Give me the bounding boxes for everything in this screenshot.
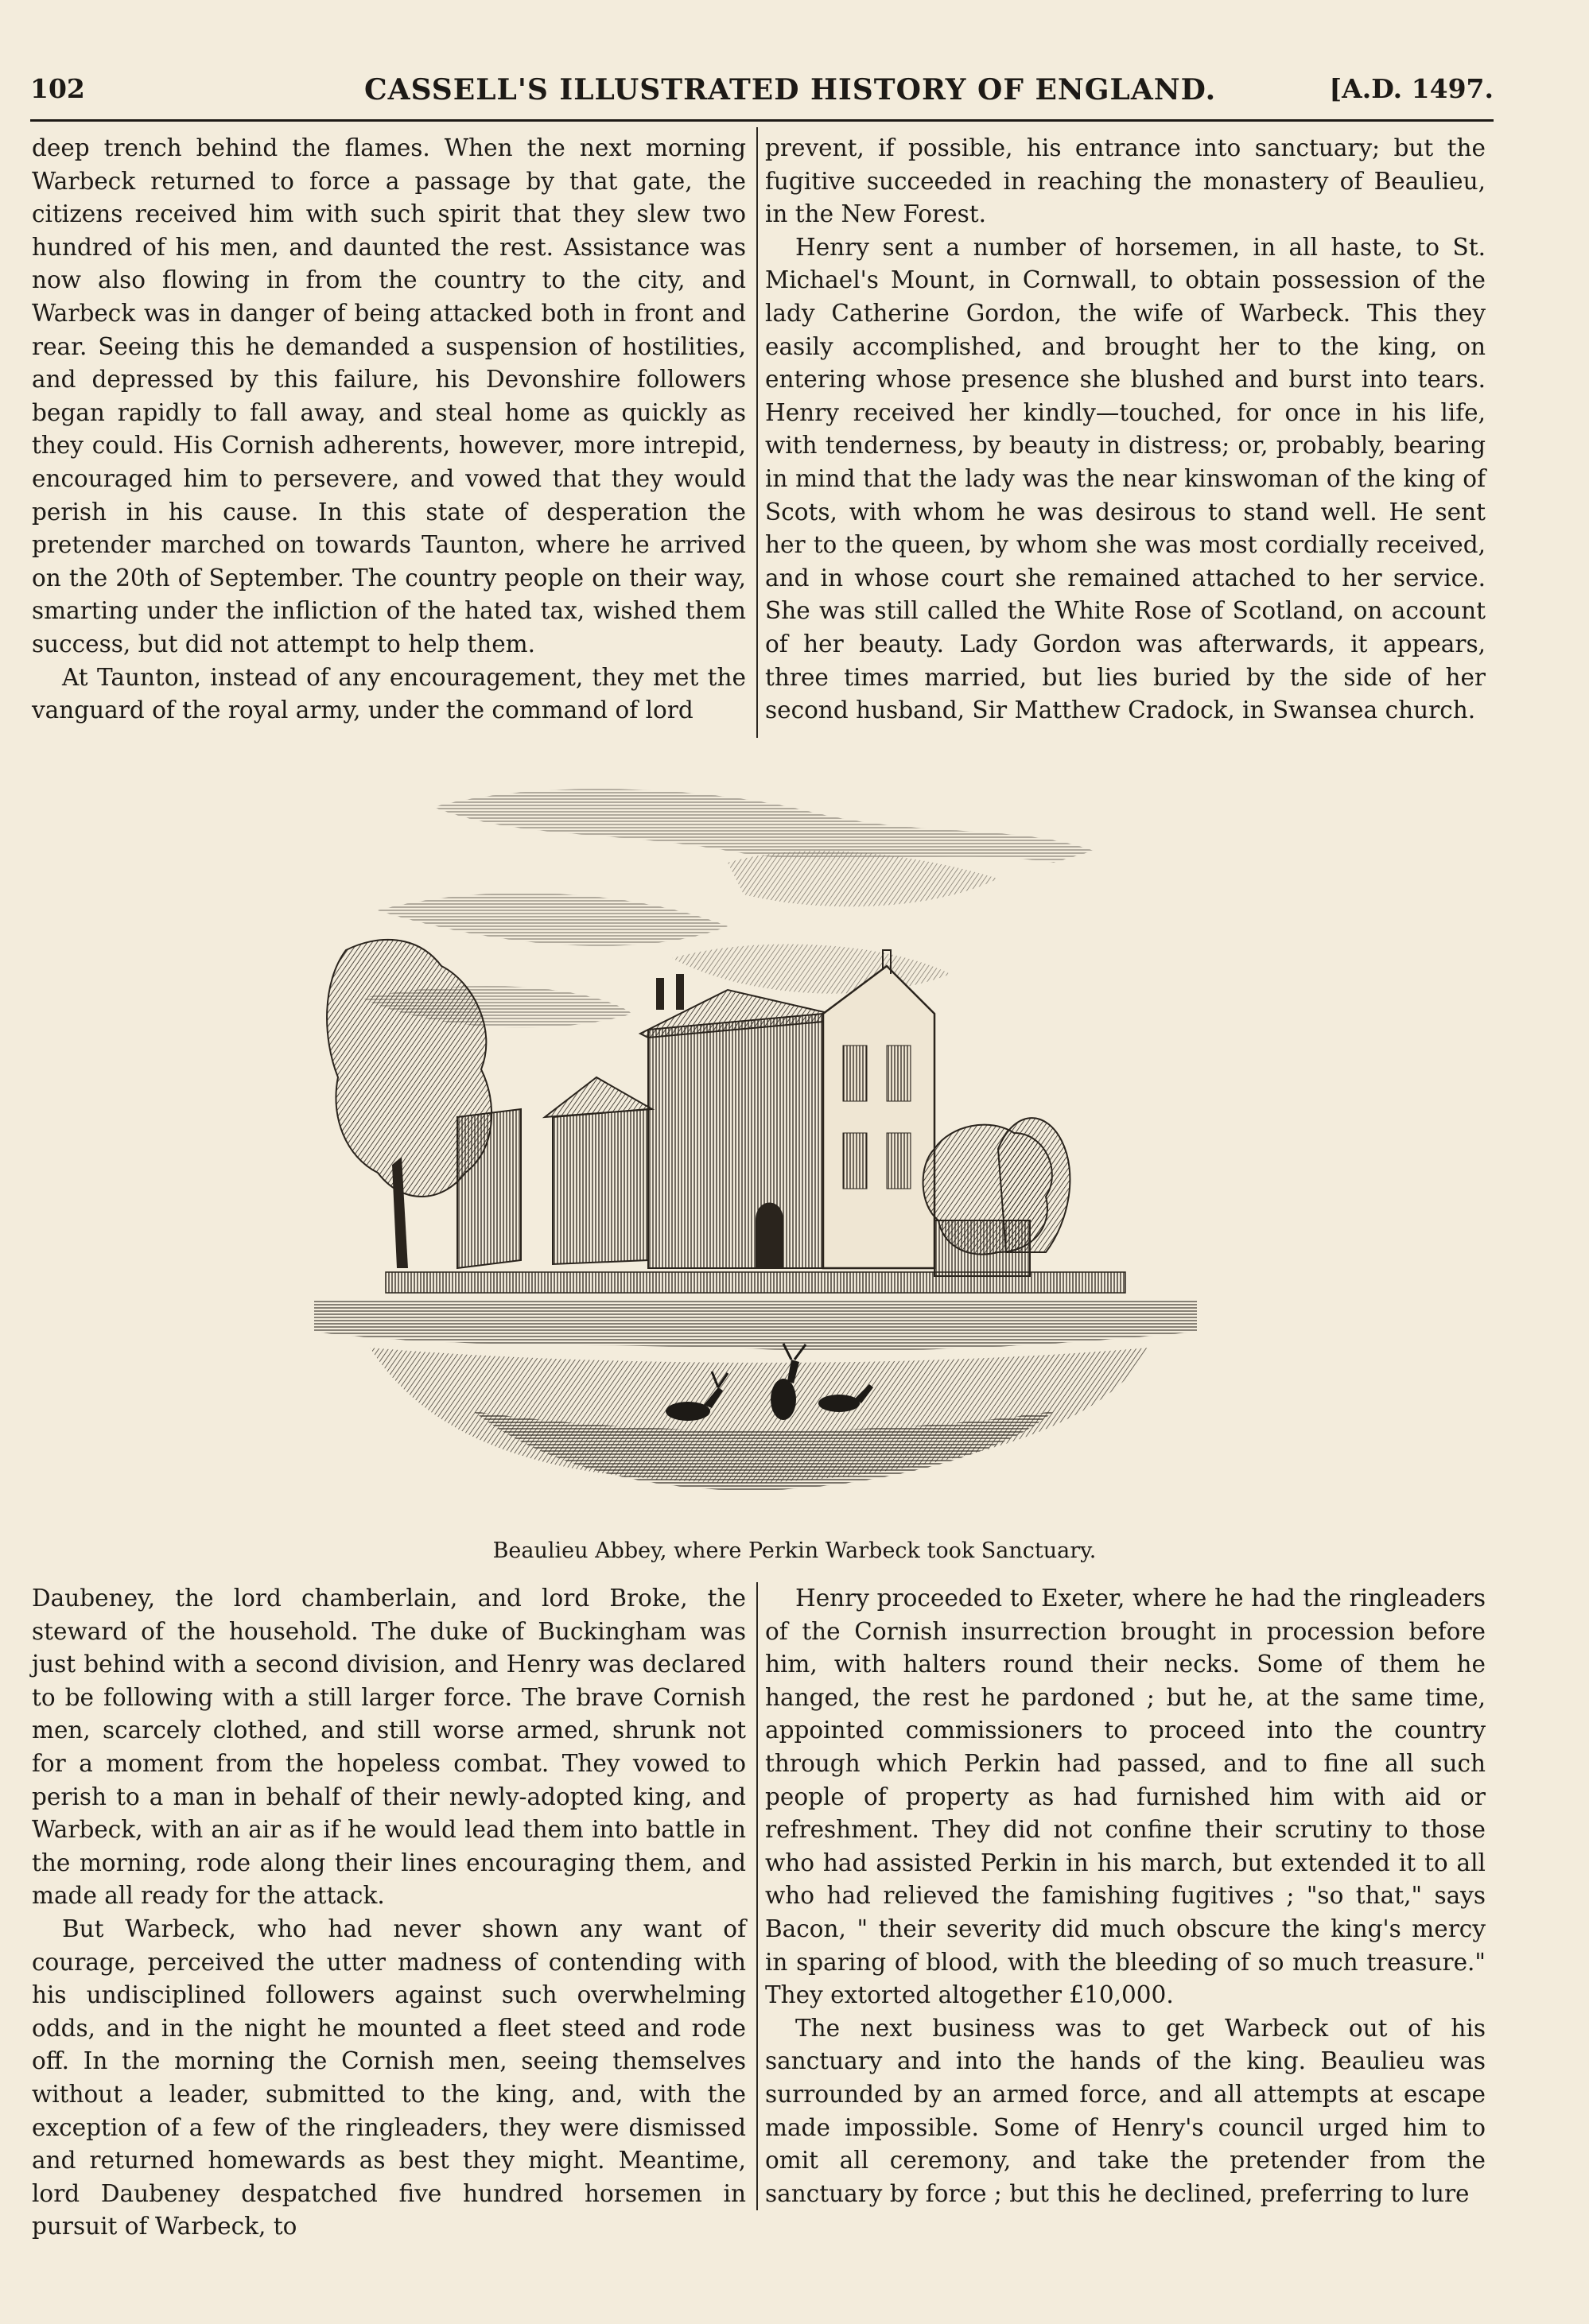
beaulieu-abbey-engraving	[314, 775, 1197, 1511]
paragraph: Henry proceeded to Exeter, where he had the ringleaders of the Cornish insurrection brought in procession before him, with halters round their necks. Some of them he hanged, the rest he pardoned ; but he, at the same time, appointed commissioners to proceed into the country through which Perkin had passed, and to fine all such people of property as had furnished him with aid or refreshment. They did not confine their scrutiny to those who had assisted Perkin in his march, but extended it to all who had relieved the famishing fugitives ; "so that," says Bacon, " their severity did much obscure the king's mercy in sparing of blood, with the bleeding of so much treasure." They extorted altogether £10,000.	[765, 1585, 1486, 2009]
paragraph: deep trench behind the flames. When the next morning Warbeck returned to force a passage by that gate, the citizens received him with such spirit that they slew two hundred of his men, and daunted the rest. Assistance was now also flowing in from the country to the city, and Warbeck was in danger of being attacked both in front and rear. Seeing this he demanded a suspension of hostilities, and depressed by this failure, his Devonshire followers began rapidly to fall away, and steal home as quickly as they could. His Cornish adherents, however, more intrepid, encouraged him to persevere, and vowed that they would perish in his cause. In this state of desperation the pretender marched on towards Taunton, where he arrived on the 20th of September. The country people on their way, smarting under the infliction of the hated tax, wished them success, but did not attempt to help them.	[32, 134, 746, 658]
column-bottom-right	[765, 1582, 1486, 2210]
paragraph: Daubeney, the lord chamberlain, and lord Broke, the steward of the household. The duke of Buckingham was just behind with a second division, and Henry was declared to be following with a still larger force. The brave Cornish men, scarcely clothed, and still worse armed, shrunk not for a moment from the hopeless combat. They vowed to perish to a man in behalf of their newly-adopted king, and Warbeck, with an air as if he would lead them into battle in the morning, rode along their lines encouraging them, and made all ready for the attack.	[32, 1585, 746, 1910]
column-rule	[756, 127, 758, 738]
paragraph: Henry sent a number of horsemen, in all haste, to St. Michael's Mount, in Cornwall, to obtain possession of the lady Catherine Gordon, the wife of Warbeck. This they easily accomplished, and brought her to the king, on entering whose presence she blushed and burst into tears. Henry received her kindly—touched, for once in his life, with tenderness, by beauty in distress; or, probably, bearing in mind that the lady was the near kinswoman of the king of Scots, with whom he was desirous to stand well. He sent her to the queen, by whom she was most cordially received, and in whose court she remained attached to her service. She was still called the White Rose of Scotland, on account of her beauty. Lady Gordon was afterwards, it appears, three times married, but lies buried by the side of her second husband, Sir Matthew Cradock, in Swansea church.	[765, 233, 1486, 724]
paragraph: At Taunton, instead of any encouragement, they met the vanguard of the royal army, under the command of lord	[32, 663, 746, 724]
column-bottom-left	[32, 1582, 746, 2244]
column-rule	[756, 1582, 758, 2210]
figure-caption: Beaulieu Abbey, where Perkin Warbeck took Sanctuary.	[492, 1538, 1097, 1563]
running-head	[30, 73, 1494, 113]
paragraph: But Warbeck, who had never shown any want of courage, perceived the utter madness of contending with his undisciplined followers against such overwhelming odds, and in the night he mounted a fleet steed and rode off. In the morning the Cornish men, seeing themselves without a leader, submitted to the king, and, with the exception of a few of the ringleaders, they were dismissed and returned homewards as best they might. Meantime, lord Daubeney despatched five hundred horsemen in pursuit of Warbeck, to	[32, 1915, 746, 2241]
page-number: 102	[30, 73, 85, 104]
paragraph: prevent, if possible, his entrance into sanctuary; but the fugitive succeeded in reaching the monastery of Beaulieu, in the New Forest.	[765, 134, 1486, 228]
book-title: CASSELL'S ILLUSTRATED HISTORY OF ENGLAND.	[364, 73, 1217, 107]
header-rule	[30, 119, 1494, 122]
column-top-left	[32, 132, 746, 727]
paragraph: The next business was to get Warbeck out of his sanctuary and into the hands of the king. Beaulieu was surrounded by an armed force, and all attempts at escape made impossible. Some of Henry's council urged him to omit all ceremony, and take the pretender from the sanctuary by force ; but this he declined, preferring to lure	[765, 2014, 1486, 2207]
date-marker: [A.D. 1497.	[1329, 73, 1494, 104]
column-top-right	[765, 132, 1486, 727]
